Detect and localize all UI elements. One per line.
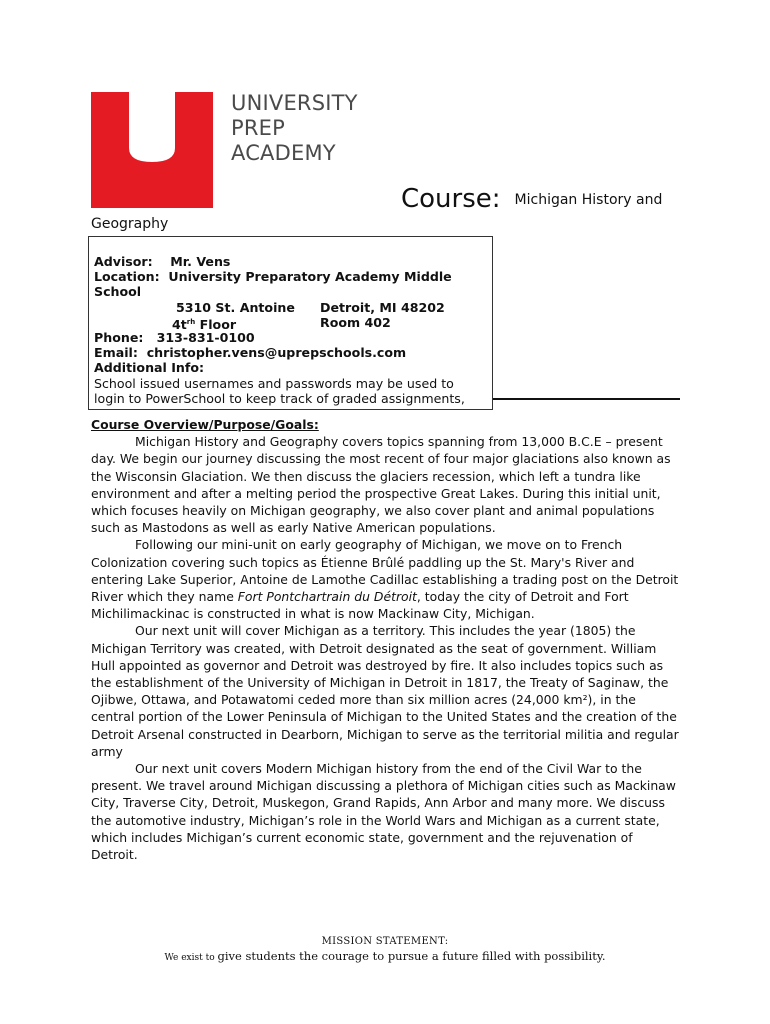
logo-line-academy: ACADEMY	[231, 141, 336, 165]
course-name-continued: Geography	[91, 216, 169, 232]
overview-heading: Course Overview/Purpose/Goals:	[91, 417, 319, 432]
phone-row	[94, 330, 492, 345]
room-number: Room 402	[320, 314, 391, 330]
additional-info-line-2: login to PowerSchool to keep track of graded assignments,	[94, 390, 465, 406]
street-address: 5310 St. Antoine	[176, 299, 295, 315]
email-label: Email:	[94, 345, 138, 361]
overview-paragraph-2: Following our mini-unit on early geography of Michigan, we move on to French Colonization covering such topics as Étienne Brûlé paddling up the St. Mary's River and entering Lake Superior, Antoine de Lamothe Cadillac establishing a trading post on the Detroit River which they name Fort Pontchartrain du Détroit, today the city of Detroit and Fort Michilimackinac is constructed in what is now Mackinaw City, Michigan.	[91, 537, 679, 622]
address-row	[94, 300, 492, 315]
additional-info-line-1: School issued usernames and passwords may be used to	[94, 375, 454, 391]
location-label: Location:	[94, 269, 160, 285]
course-overview	[91, 416, 681, 863]
phone-number: 313-831-0100	[156, 329, 255, 345]
mission-statement-text: We exist to give students the courage to pursue a future filled with possibility.	[164, 949, 606, 963]
location-row	[94, 269, 492, 284]
floor: $4t^{rh}$ Floor	[172, 316, 237, 332]
additional-info-label: Additional Info:	[94, 360, 205, 376]
course-name: Michigan History and	[514, 192, 663, 208]
logo-wordmark	[231, 91, 358, 166]
course-label: Course:	[401, 184, 501, 214]
email-address: christopher.vens@uprepschools.com	[146, 345, 407, 361]
advisor-row	[94, 254, 492, 269]
university-prep-logo-mark	[91, 92, 213, 208]
location-row-continued: School	[94, 284, 142, 300]
email-row	[94, 345, 492, 360]
overview-paragraph-4: Our next unit covers Modern Michigan history from the end of the Civil War to the present. We travel around Michigan discussing a plethora of Michigan cities such as Mackinaw City, Traverse City, Detroit, Muskegon, Grand Rapids, Ann Arbor and many more. We discuss the automotive industry, Michigan’s role in the World Wars and Michigan as a current state, which includes Michigan’s current economic state, government and the rejuvenation of Detroit.	[91, 761, 676, 863]
course-info-box	[88, 236, 493, 410]
logo-line-prep: PREP	[231, 116, 285, 140]
advisor-label: Advisor:	[94, 254, 153, 269]
overview-paragraph-1: Michigan History and Geography covers topics spanning from 13,000 B.C.E – present day. We begin our journey discussing the most recent of four major glaciations also known as the Wisconsin Glaciation. We then discuss the glaciers recession, which left a tundra like environment and after a melting period the prospective Great Lakes. During this initial unit, which focuses heavily on Michigan geography, we also cover plant and animal populations such as Mastodons as well as early Native American populations.	[91, 434, 671, 536]
advisor-name: Mr. Vens	[170, 254, 231, 269]
overview-paragraph-3: Our next unit will cover Michigan as a territory. This includes the year (1805) the Michigan Territory was created, with Detroit designated as the seat of government. William Hull appointed as governor and Detroit was destroyed by fire. It also includes topics such as the establishment of the University of Michigan in Detroit in 1817, the Treaty of Saginaw, the Ojibwe, Ottawa, and Potawatomi ceded more than six million acres (24,000 km²), in the central portion of the Lower Peninsula of Michigan to the United States and the creation of the Detroit Arsenal constructed in Dearborn, Michigan to serve as the territorial militia and regular army	[91, 623, 679, 759]
course-title-line	[401, 184, 662, 214]
location-name: University Preparatory Academy Middle	[168, 269, 452, 285]
phone-label: Phone:	[94, 329, 144, 345]
mission-statement-title: MISSION STATEMENT:	[321, 936, 449, 947]
city-state-zip: Detroit, MI 48202	[320, 299, 445, 315]
logo-line-university: UNIVERSITY	[231, 91, 358, 115]
floor-row	[94, 315, 492, 330]
horizontal-rule	[493, 398, 680, 400]
